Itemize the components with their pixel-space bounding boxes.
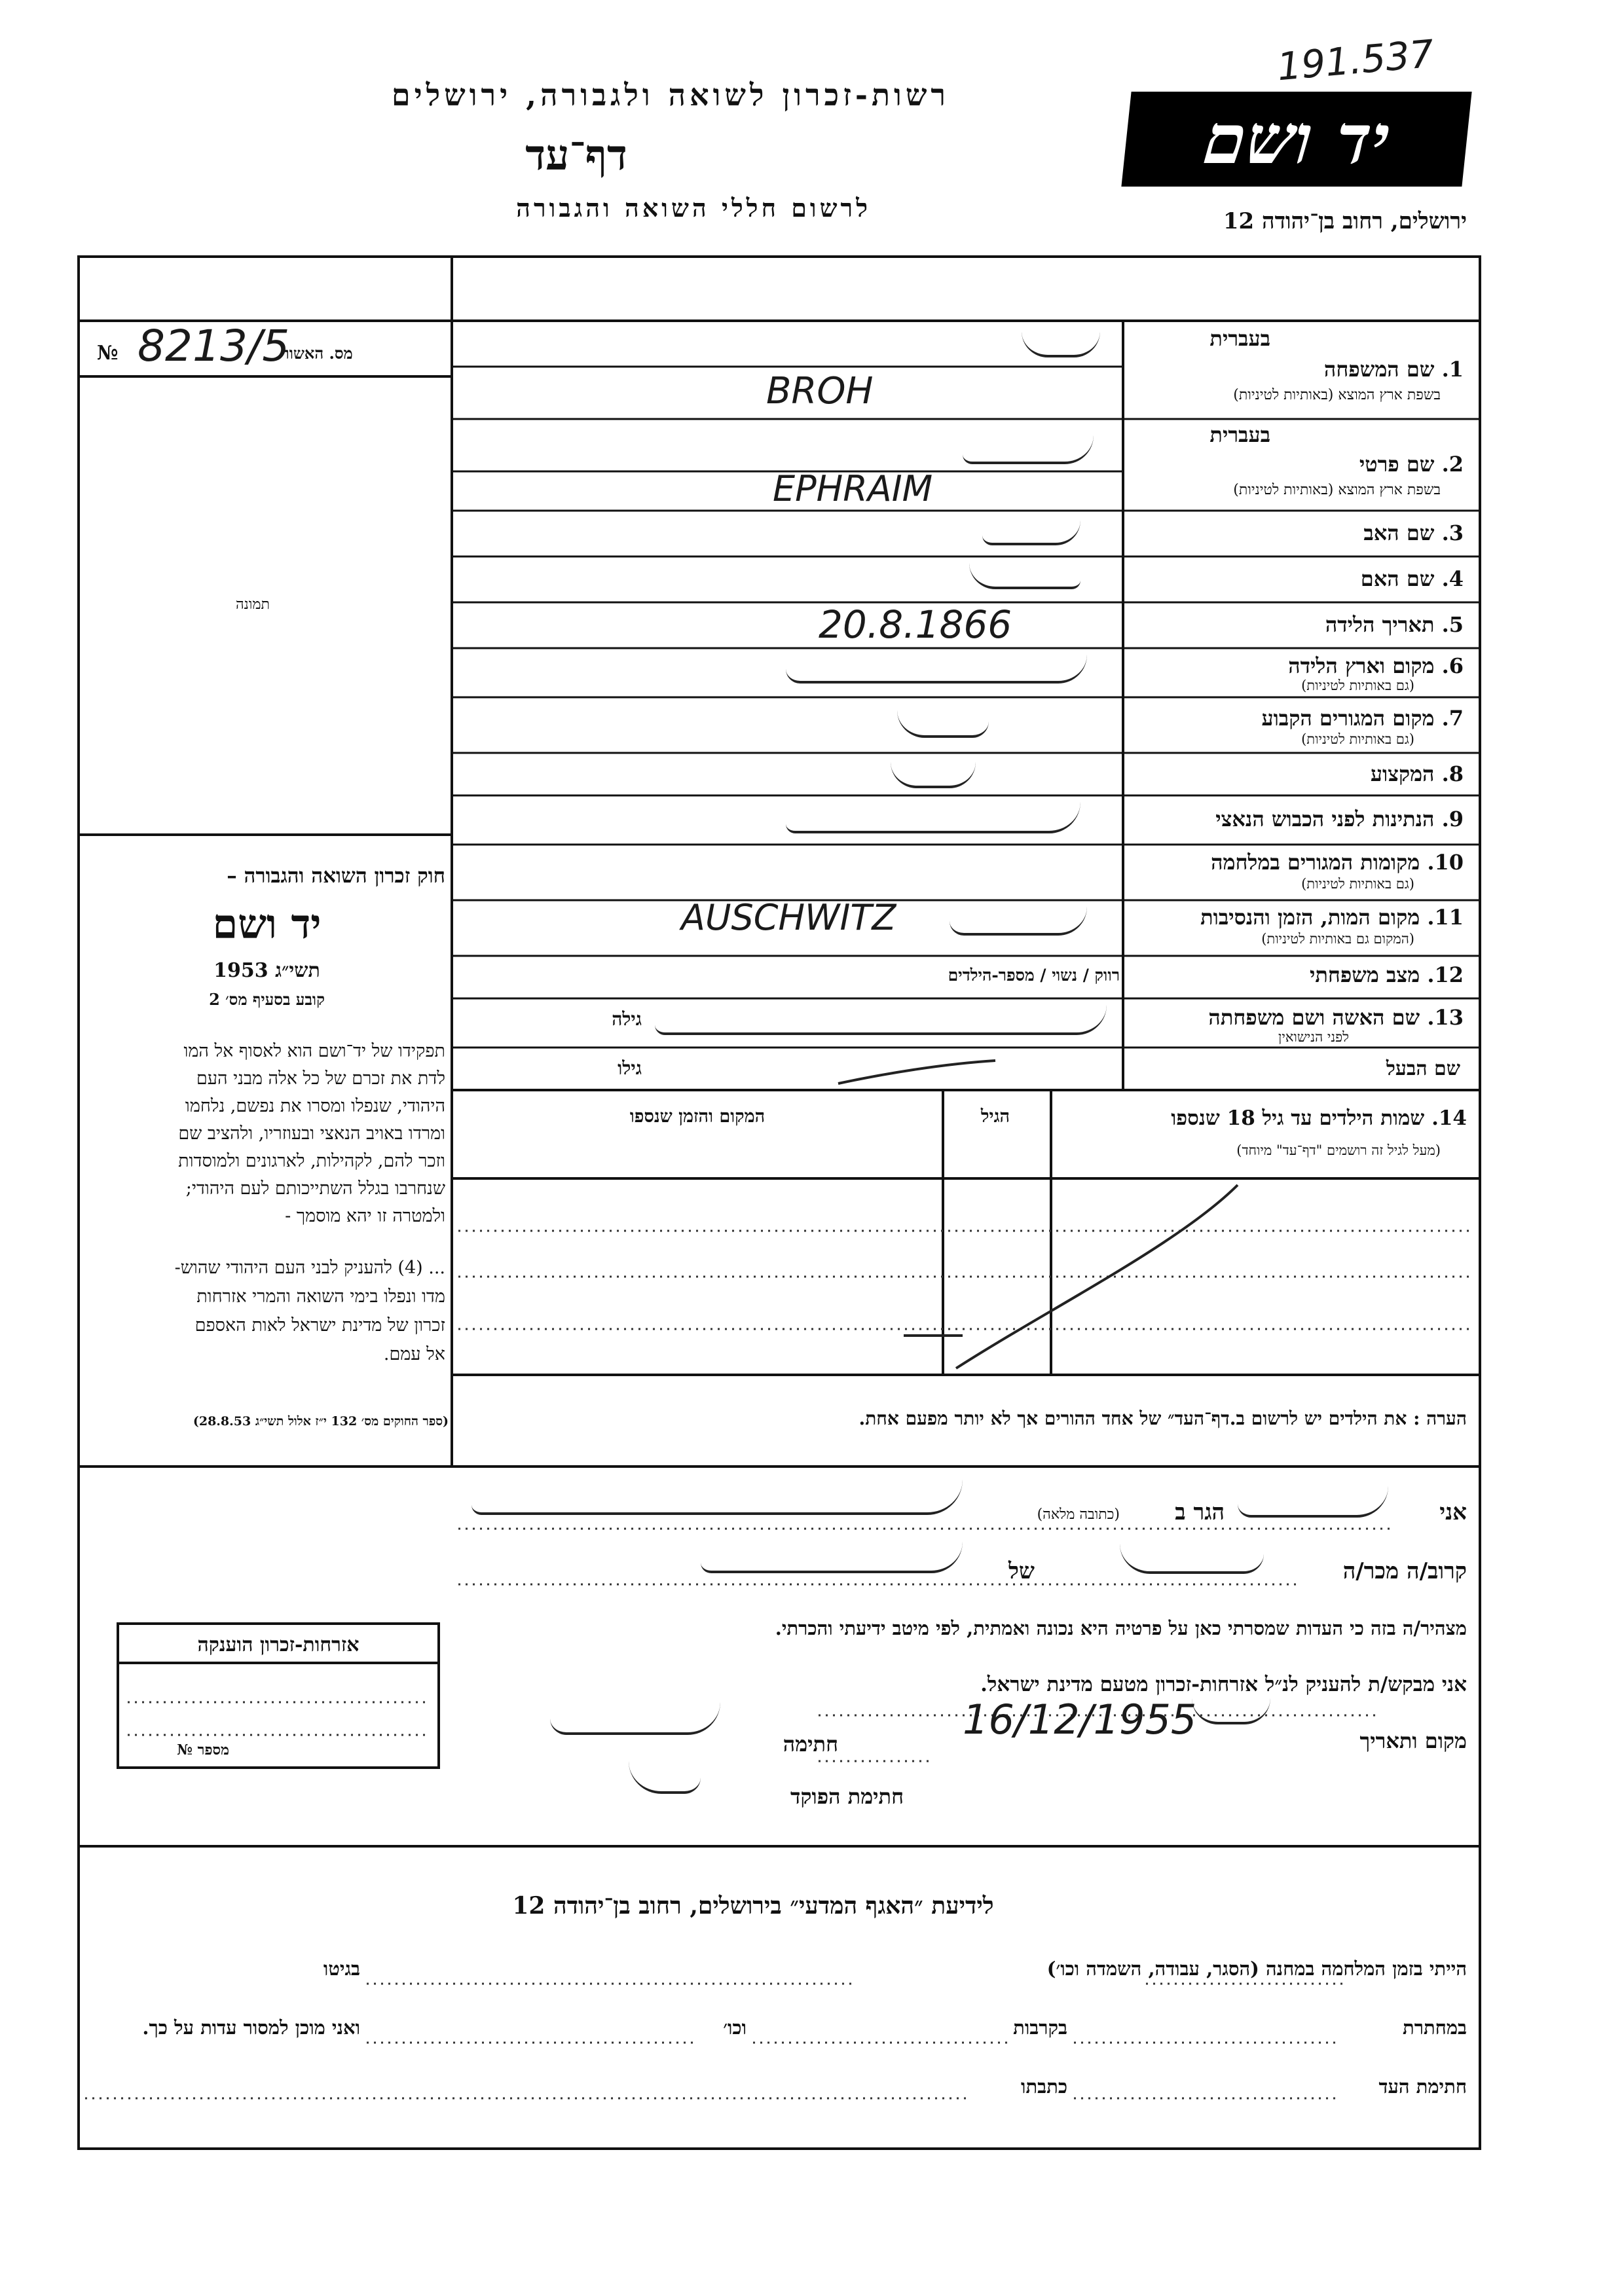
field-9-num: 9. <box>1441 807 1464 831</box>
law-reference: (ספר החוקים מס׳ 132 י״ז אלול תשי״ג 28.8.53) <box>193 1414 449 1429</box>
children-title <box>1061 1106 1467 1130</box>
law-name: יד ושם <box>212 900 322 948</box>
field-13-sub: לפני הנישואין <box>1278 1029 1349 1045</box>
law-line: זכרון של מדינת ישראל לאות האספם <box>194 1315 445 1336</box>
field-4-label <box>1133 566 1464 591</box>
husband-age-label: גילו <box>618 1057 642 1079</box>
law-line: ... (4) להעניק לבני העם היהודי שהוש- <box>174 1258 445 1278</box>
citizenship-title: אזרחות-זכרון הוענקה <box>197 1633 360 1656</box>
citizenship-number-label: מספר № <box>177 1741 229 1758</box>
decl-relative-label: קרוב/ה מכר/ה <box>1342 1558 1467 1584</box>
field-8-label <box>1133 761 1464 786</box>
decl-handwriting-relation <box>1120 1544 1264 1574</box>
field-13-name: שם האשה ושם משפחתה <box>1208 1005 1420 1030</box>
bottom-title: לידיעת ״האגף המדעי״ בירושלים, רחוב בן־יהודה 12 <box>512 1892 994 1920</box>
field-3-name: שם האב <box>1363 520 1435 545</box>
law-line: מדו ונפלו בימי השואה והמרי אזרחות <box>196 1286 445 1307</box>
form-title: דף־עד <box>525 131 627 180</box>
field-7-label <box>1133 706 1464 731</box>
law-body-2 <box>84 1254 445 1369</box>
field-7-name: מקום המגורים הקבוע <box>1261 706 1435 731</box>
field-11-name: מקום המות, הזמן והנסיבות <box>1200 905 1420 930</box>
children-num: 14. <box>1431 1106 1467 1130</box>
logo-text: יד ושם <box>1200 99 1393 179</box>
law-line: אל עמם. <box>383 1344 445 1364</box>
field-6-label <box>1133 653 1464 678</box>
husband-label: שם הבעל <box>1386 1057 1460 1080</box>
law-year: תשי״ג 1953 <box>213 959 320 982</box>
field-5-num: 5. <box>1441 612 1464 637</box>
field-12-inline: רווק / נשוי / מספר-הילדים <box>948 966 1120 985</box>
field-5-label <box>1133 612 1464 637</box>
bottom-line1-ghetto: בגיטו <box>323 1958 360 1980</box>
decl-officer-label: חתימת הפוקד <box>790 1784 904 1809</box>
field-1-name: שם המשפחה <box>1323 357 1435 382</box>
field-2-name: שם פרטי <box>1359 452 1435 477</box>
file-number-prefix: № <box>97 342 119 365</box>
field-12-label <box>1133 962 1464 987</box>
field-2-firstname-latin: EPHRAIM <box>773 468 933 509</box>
field-2-handwriting-he <box>963 435 1094 464</box>
field-10-label <box>1133 850 1464 875</box>
bottom-line2-battles: בקרבות <box>1013 2016 1067 2039</box>
field-4-handwriting <box>969 563 1080 589</box>
field-10-num: 10. <box>1427 850 1464 875</box>
law-line: וזכר להם, לקהילות, לארגונים ולמוסדות <box>178 1151 445 1171</box>
field-11-death-place-latin: AUSCHWITZ <box>681 897 896 938</box>
field-1-surname-latin: BROH <box>766 370 874 412</box>
field-5-birth-date: 20.8.1866 <box>819 602 1012 647</box>
law-line: תפקידו של יד־ושם הוא לאסוף אל המו <box>183 1041 445 1061</box>
field-3-num: 3. <box>1441 520 1464 545</box>
field-3-label <box>1133 520 1464 545</box>
children-col-place: המקום והזמן שנספו <box>629 1106 766 1127</box>
field-3-handwriting <box>982 520 1080 545</box>
field-1-label <box>1133 357 1464 382</box>
field-9-name: הנתינות לפני הכבוש הנאצי <box>1215 807 1435 831</box>
law-line: ומרדו באויב הנאצי ובעוזריו, ולהציב שם <box>178 1123 445 1144</box>
field-13-handwriting <box>655 1005 1107 1035</box>
decl-handwriting-of <box>701 1542 963 1573</box>
bottom-line3-address: כתבתו <box>1021 2075 1067 2098</box>
field-7-handwriting <box>897 710 989 738</box>
children-sub: (מעל לגיל זה רושמים "דף־עד" מיוחד) <box>1236 1142 1441 1158</box>
field-2-num: 2. <box>1441 452 1464 477</box>
field-12-num: 12. <box>1427 962 1464 987</box>
field-6-handwriting <box>786 655 1087 683</box>
field-1-sub: בשפת ארץ המוצא (באותיות לטיניות) <box>1233 387 1441 403</box>
field-4-num: 4. <box>1441 566 1464 591</box>
field-8-handwriting <box>891 759 976 788</box>
photo-label: תמונה <box>236 596 270 613</box>
children-title-text: שמות הילדים עד גיל 18 שנספו <box>1171 1106 1425 1130</box>
decl-statement: מצהיר/ה בזה כי העדות שמסרתי כאן על פרטיה היא נכונה ואמתית, לפי מיטב ידיעתי והכרתי. <box>775 1617 1467 1639</box>
field-2-sub: בשפת ארץ המוצא (באותיות לטיניות) <box>1233 482 1441 498</box>
field-1-num: 1. <box>1441 357 1464 382</box>
decl-resident: הגר ב <box>1175 1499 1225 1525</box>
law-body <box>84 1038 445 1230</box>
bottom-line3-signature: חתימת העד <box>1378 2075 1467 2098</box>
field-11-handwriting-he <box>950 907 1087 936</box>
law-title: חוק זכרון השואה והגבורה – <box>227 864 445 888</box>
field-8-num: 8. <box>1441 761 1464 786</box>
witness-signature <box>550 1702 720 1735</box>
field-6-name: מקום וארץ הלידה <box>1288 653 1435 678</box>
field-12-name: מצב משפחתי <box>1310 962 1420 987</box>
field-8-name: המקצוע <box>1370 761 1435 786</box>
file-number: 8213/5 <box>138 321 290 371</box>
field-11-label <box>1133 905 1464 930</box>
field-9-label <box>1133 807 1464 831</box>
law-line: שנחרבו בגלל השתייכותם לעם היהודי; <box>185 1178 445 1199</box>
bottom-line2-underground: במחתרת <box>1403 2016 1467 2039</box>
field-1-handwriting-he <box>1022 326 1100 357</box>
field-7-num: 7. <box>1441 706 1464 731</box>
bottom-line2-etc: וכו׳ <box>723 2016 747 2039</box>
law-line: ולמטרה זו יהא מוסמך - <box>285 1206 445 1226</box>
field-11-num: 11. <box>1427 905 1464 930</box>
bottom-line2-testify: ואני מוכן למסור עדות על כך. <box>142 2016 360 2039</box>
field-10-name: מקומות המגורים במלחמה <box>1211 850 1420 875</box>
law-line: לדת את זכרם של כל אלה מבני העם <box>196 1068 445 1089</box>
bottom-line1-camp: הייתי בזמן המלחמה במחנה (הסגר, עבודה, השמדה וכו׳) <box>1046 1958 1467 1980</box>
handwritten-record-number: 191.537 <box>1275 31 1436 90</box>
decl-place-handwriting <box>1192 1696 1270 1724</box>
decl-handwriting-name <box>1238 1486 1388 1518</box>
field-2-label <box>1133 452 1464 477</box>
field-13-num: 13. <box>1427 1005 1464 1030</box>
decl-resident-sub: (כתובה מלאה) <box>1037 1506 1120 1523</box>
field-13-label <box>1133 1005 1464 1030</box>
field-6-sub: (גם באותיות לטיניות) <box>1301 678 1414 693</box>
address: ירושלים, רחוב בן־יהודה 12 <box>1223 208 1467 234</box>
field-4-name: שם האם <box>1360 566 1435 591</box>
decl-request: אני מבקש/ת להעניק לנ״ל אזרחות-זכרון מטעם מדינת ישראל. <box>980 1673 1467 1696</box>
form-subtitle: לרשום חללי השואה והגבורה <box>516 193 871 223</box>
decl-ani: אני <box>1439 1499 1467 1525</box>
field-5-name: תאריך הלידה <box>1325 612 1435 637</box>
field-9-handwriting <box>786 802 1080 833</box>
decl-date: 16/12/1955 <box>963 1696 1197 1743</box>
decl-handwriting-address <box>471 1480 963 1515</box>
field-6-num: 6. <box>1441 653 1464 678</box>
field-11-sub: (המקום גם באותיות לטיניות) <box>1261 931 1414 947</box>
field-10-sub: (גם באותיות לטיניות) <box>1301 876 1414 892</box>
law-clause: קובע בסעיף מס׳ 2 <box>209 990 325 1009</box>
file-number-label: מס. האשור <box>282 344 353 363</box>
note: הערה : את הילדים יש לרשום ב.דף־העד״ של אחד ההורים אך לא יותר מפעם אחת. <box>858 1408 1467 1429</box>
decl-place-date-label: מקום ותאריך <box>1359 1728 1467 1753</box>
law-line: היהודי, שנפלו ומסרו את נפשם, נלחמו <box>185 1096 445 1116</box>
field-7-sub: (גם באותיות לטיניות) <box>1301 731 1414 747</box>
field-1-lang: בעברית <box>1209 326 1270 351</box>
children-col-age: הגיל <box>980 1106 1010 1127</box>
field-2-lang: בעברית <box>1209 422 1270 447</box>
decl-signature-label: חתימה <box>783 1732 838 1757</box>
decl-of-label: של <box>1008 1558 1035 1584</box>
field-13-age-label: גילה <box>612 1008 642 1030</box>
institution-name: רשות-זכרון לשואה ולגבורה, ירושלים <box>391 77 950 113</box>
